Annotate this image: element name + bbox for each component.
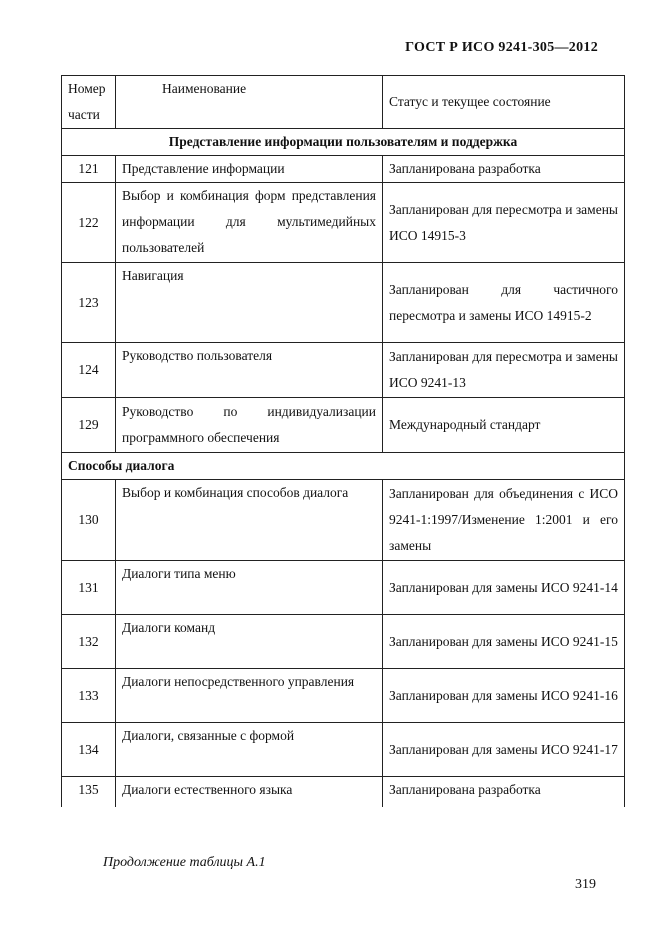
header-name: Наименование: [116, 76, 383, 129]
row-status: Запланирован для замены ИСО 9241-16: [383, 669, 625, 723]
section-row: [62, 129, 625, 156]
row-num: 129: [62, 398, 116, 453]
page-number: 319: [575, 877, 596, 892]
row-name: Представление информации: [116, 156, 383, 183]
table-row: [62, 398, 625, 453]
row-num: 133: [62, 669, 116, 723]
row-status: Запланирован для замены ИСО 9241-14: [383, 561, 625, 615]
row-status: Запланирован для пересмотра и замены ИСО 9241-13: [383, 343, 625, 398]
table-row: [62, 561, 625, 615]
row-name: Навигация: [116, 263, 383, 343]
row-status: Запланирована разработка: [383, 777, 625, 807]
row-status: Запланирован для частичного пересмотра и замены ИСО 14915-2: [383, 263, 625, 343]
table-row: [62, 183, 625, 263]
row-num: 122: [62, 183, 116, 263]
row-status: Запланирована разработка: [383, 156, 625, 183]
section-row: [62, 453, 625, 480]
section-title: Представление информации пользователям и поддержка: [62, 129, 625, 156]
row-num: 123: [62, 263, 116, 343]
header-num: Номер части: [62, 76, 116, 129]
row-num: 135: [62, 777, 116, 807]
table-row: [62, 615, 625, 669]
table-row: [62, 723, 625, 777]
row-num: 124: [62, 343, 116, 398]
table-row: [62, 343, 625, 398]
table-continuation-caption: Продолжение таблицы А.1: [103, 855, 266, 870]
table-row: [62, 480, 625, 561]
row-name: Руководство по индивидуализации программного обеспечения: [116, 398, 383, 453]
section-title: Способы диалога: [62, 453, 625, 480]
row-name: Диалоги непосредственного управления: [116, 669, 383, 723]
table-row: [62, 156, 625, 183]
row-status: Запланирован для объединения с ИСО 9241-1:1997/Изменение 1:2001 и его замены: [383, 480, 625, 561]
row-name: Диалоги команд: [116, 615, 383, 669]
row-name: Выбор и комбинация способов диалога: [116, 480, 383, 561]
row-status: Запланирован для замены ИСО 9241-17: [383, 723, 625, 777]
table-row: [62, 777, 625, 807]
row-status: Запланирован для замены ИСО 9241-15: [383, 615, 625, 669]
row-name: Диалоги типа меню: [116, 561, 383, 615]
table-row: [62, 669, 625, 723]
table-row: [62, 263, 625, 343]
row-name: Руководство пользователя: [116, 343, 383, 398]
row-name: Выбор и комбинация форм представления информации для мультимедийных пользователей: [116, 183, 383, 263]
row-status: Запланирован для пересмотра и замены ИСО 14915-3: [383, 183, 625, 263]
row-num: 121: [62, 156, 116, 183]
standards-table: [61, 75, 625, 807]
row-status: Международный стандарт: [383, 398, 625, 453]
row-name: Диалоги, связанные с формой: [116, 723, 383, 777]
row-num: 132: [62, 615, 116, 669]
row-name: Диалоги естественного языка: [116, 777, 383, 807]
table-header-row: [62, 76, 625, 129]
header-status: Статус и текущее состояние: [383, 76, 625, 129]
row-num: 130: [62, 480, 116, 561]
document-header: ГОСТ Р ИСО 9241-305—2012: [405, 40, 598, 55]
row-num: 134: [62, 723, 116, 777]
row-num: 131: [62, 561, 116, 615]
